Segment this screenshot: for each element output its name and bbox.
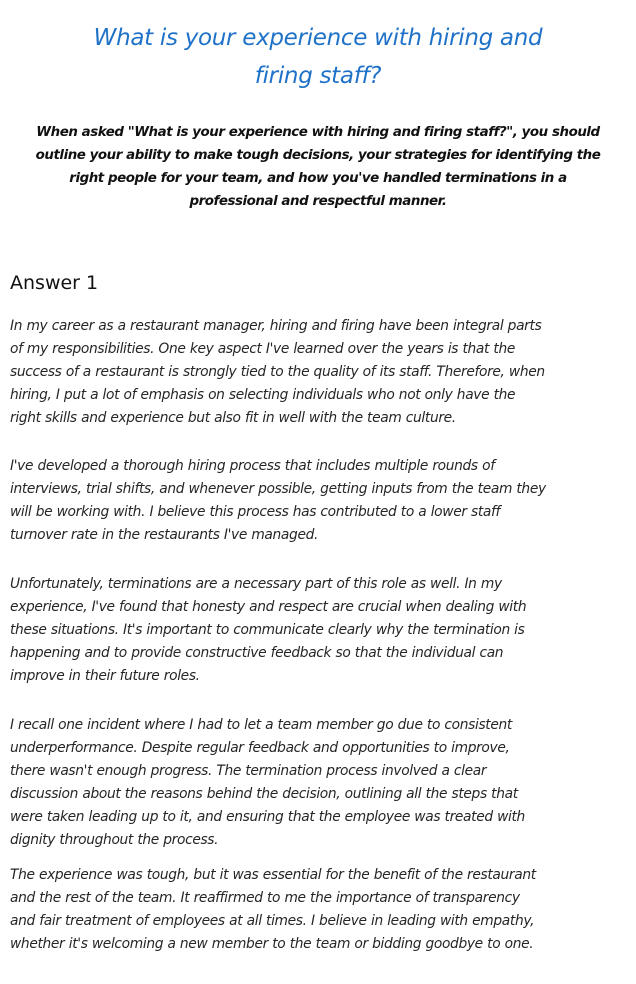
paragraph-line: happening and to provide constructive feedback so that the individual can (10, 645, 504, 661)
paragraph-line: underperformance. Despite regular feedback and opportunities to improve, (10, 740, 510, 756)
answer-heading: Answer 1 (10, 272, 99, 294)
paragraph-line: will be working with. I believe this process has contributed to a lower staff (10, 504, 501, 520)
paragraph-line: turnover rate in the restaurants I've managed. (10, 527, 319, 543)
page-title (40, 19, 596, 95)
paragraph-line: and the rest of the team. It reaffirmed to me the importance of transparency (10, 890, 520, 906)
intro-line: professional and respectful manner. (189, 194, 447, 209)
paragraph-line: In my career as a restaurant manager, hiring and firing have been integral parts (10, 318, 542, 334)
paragraph-line: I recall one incident where I had to let a team member go due to consistent (10, 717, 512, 733)
answer-paragraph (10, 455, 610, 547)
paragraph-line: Unfortunately, terminations are a necessary part of this role as well. In my (10, 576, 502, 592)
title-line: What is your experience with hiring and (93, 25, 543, 51)
title-line: firing staff? (254, 63, 382, 89)
paragraph-line: there wasn't enough progress. The termination process involved a clear (10, 763, 487, 779)
intro-line: right people for your team, and how you've handled terminations in a (69, 171, 567, 186)
paragraph-line: whether it's welcoming a new member to the team or bidding goodbye to one. (10, 936, 534, 952)
paragraph-line: right skills and experience but also fit in well with the team culture. (10, 410, 456, 426)
paragraph-line: these situations. It's important to communicate clearly why the termination is (10, 622, 525, 638)
paragraph-line: improve in their future roles. (10, 668, 200, 684)
paragraph-line: interviews, trial shifts, and whenever possible, getting inputs from the team they (10, 481, 546, 497)
answer-paragraph (10, 315, 610, 430)
answer-paragraph (10, 864, 610, 956)
paragraph-line: were taken leading up to it, and ensuring that the employee was treated with (10, 809, 525, 825)
paragraph-line: discussion about the reasons behind the decision, outlining all the steps that (10, 786, 518, 802)
answer-paragraph (10, 714, 610, 852)
paragraph-line: success of a restaurant is strongly tied to the quality of its staff. Therefore, when (10, 364, 545, 380)
paragraph-line: and fair treatment of employees at all times. I believe in leading with empathy, (10, 913, 535, 929)
paragraph-line: dignity throughout the process. (10, 832, 219, 848)
intro-line: outline your ability to make tough decisions, your strategies for identifying the (35, 148, 601, 163)
paragraph-line: The experience was tough, but it was essential for the benefit of the restaurant (10, 867, 536, 883)
paragraph-line: hiring, I put a lot of emphasis on selecting individuals who not only have the (10, 387, 516, 403)
paragraph-line: experience, I've found that honesty and respect are crucial when dealing with (10, 599, 527, 615)
paragraph-line: of my responsibilities. One key aspect I've learned over the years is that the (10, 341, 516, 357)
answer-paragraph (10, 573, 610, 688)
paragraph-line: I've developed a thorough hiring process that includes multiple rounds of (10, 458, 495, 474)
intro-text (12, 121, 624, 213)
intro-line: When asked "What is your experience with hiring and firing staff?", you should (36, 125, 600, 140)
